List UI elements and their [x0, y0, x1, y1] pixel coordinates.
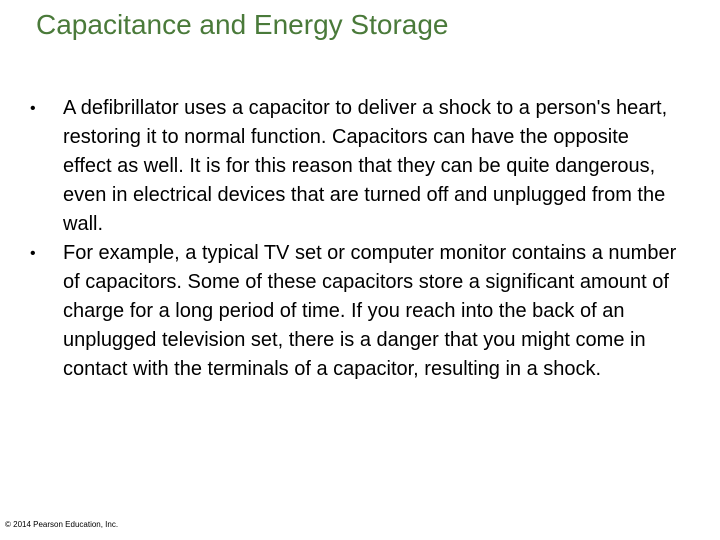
- bullet-text: For example, a typical TV set or computer monitor contains a number of capacitors. Some of these capacitors store a significant amount of charge for a long period of time. If you reach into the back of an unplugged television set, there is a danger that you might come in contact with the terminals of a capacitor, resulting in a shock.: [63, 242, 677, 380]
- bullet-item: [30, 239, 680, 384]
- bullet-item: [30, 94, 680, 239]
- bullet-text: A defibrillator uses a capacitor to deliver a shock to a person's heart, restoring it to normal function. Capacitors can have the opposite effect as well. It is for this reason that they can be quite dangerous, even in electrical devices that are turned off and unplugged from the wall.: [63, 97, 668, 235]
- bullet-icon: •: [30, 245, 36, 262]
- bullet-list: [30, 94, 680, 384]
- slide-title: Capacitance and Energy Storage: [36, 9, 449, 40]
- bullet-icon: •: [30, 100, 36, 117]
- copyright-footer: © 2014 Pearson Education, Inc.: [5, 520, 119, 529]
